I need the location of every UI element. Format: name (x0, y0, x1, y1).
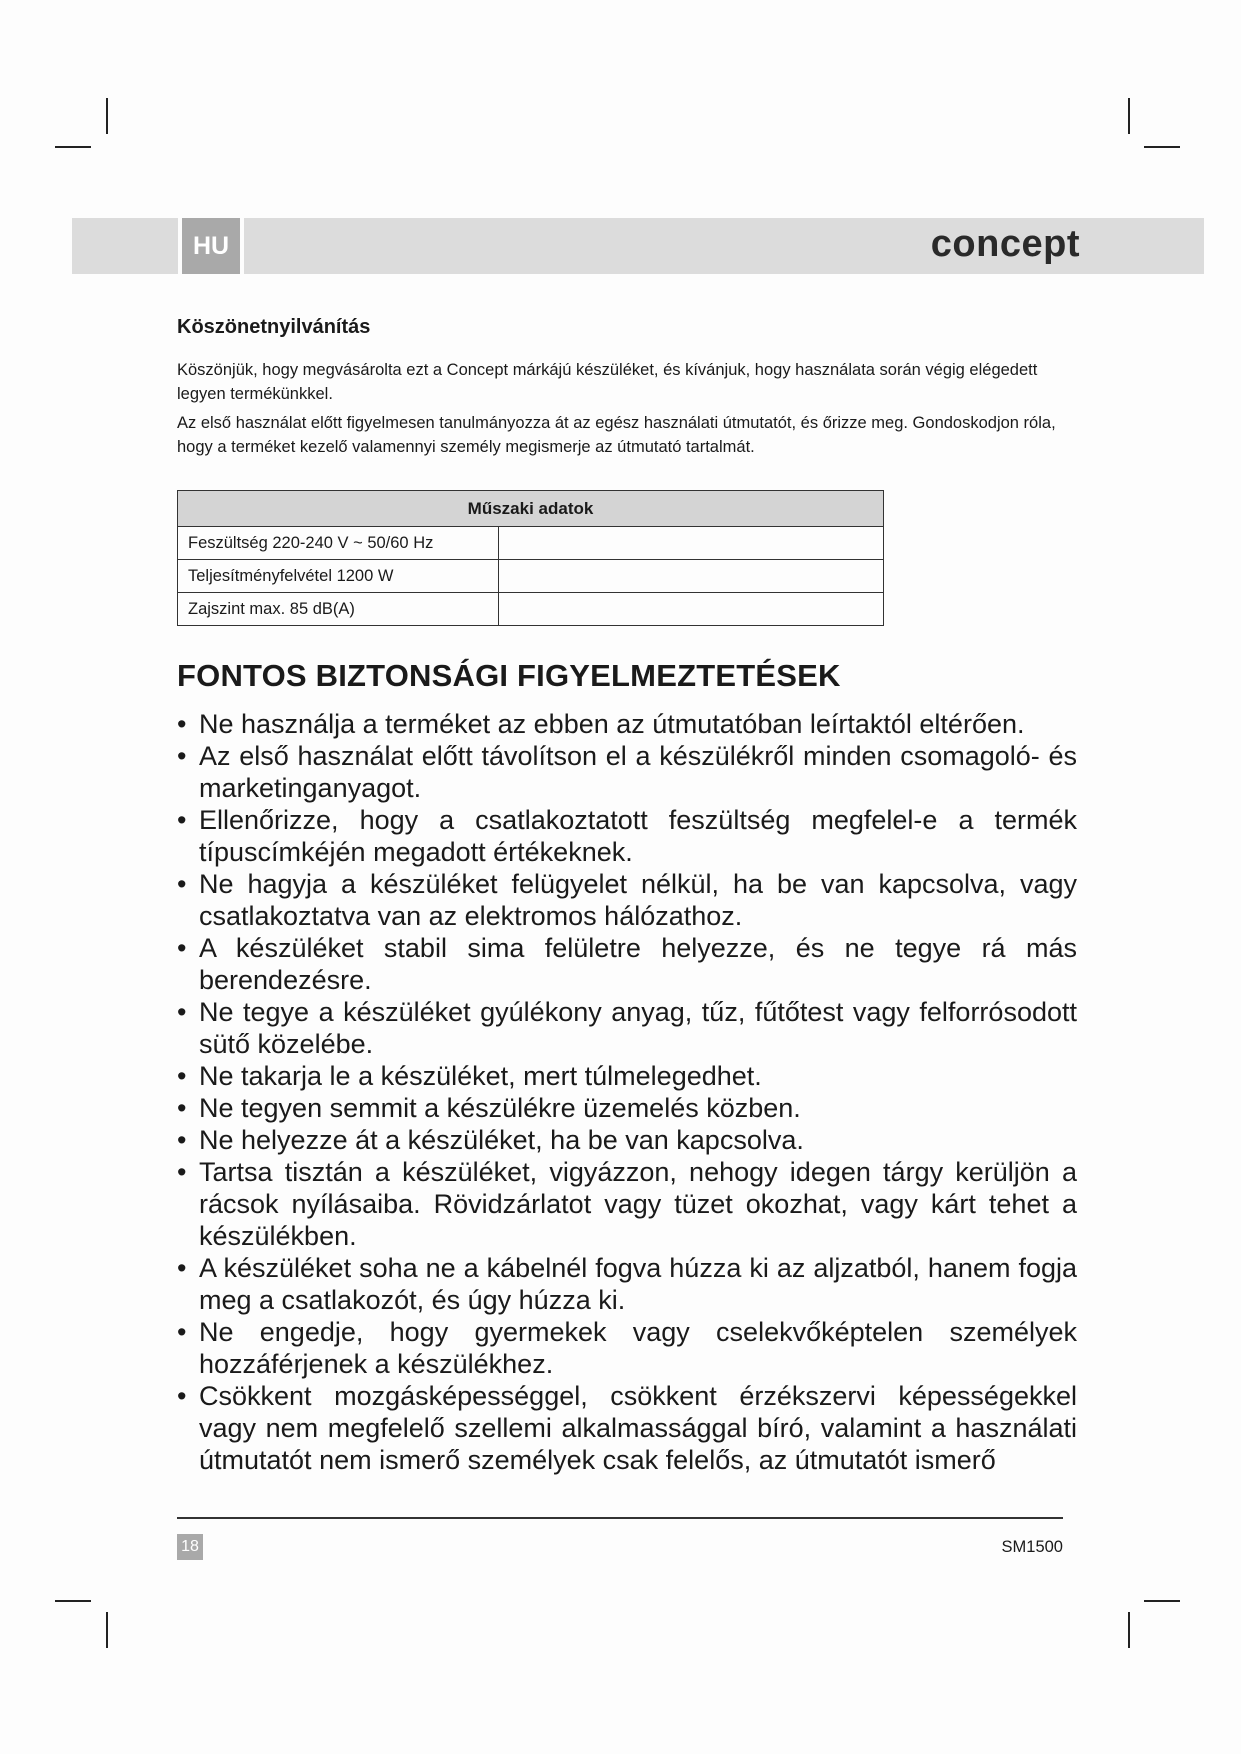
section-title: FONTOS BIZTONSÁGI FIGYELMEZTETÉSEK (177, 658, 841, 693)
list-item: • Ne helyezze át a készüléket, ha be van kapcsolva. (177, 1124, 1077, 1156)
crop-mark (55, 1600, 91, 1602)
intro-paragraph: Köszönjük, hogy megvásárolta ezt a Concept márkájú készüléket, és kívánjuk, hogy használata során végig elégedett legyen termékünkkel. (177, 361, 1038, 403)
list-item: • Ne hagyja a készüléket felügyelet nélkül, ha be van kapcsolva, vagy csatlakoztatva van az elektromos hálózathoz. (177, 868, 1077, 932)
table-row (178, 560, 884, 593)
list-item: • Ne engedje, hogy gyermekek vagy cselekvőképtelen személyek hozzáférjenek a készülékhez. (177, 1316, 1077, 1380)
spec-label: Teljesítményfelvétel 1200 W (178, 560, 499, 593)
spec-value (499, 527, 884, 560)
model-number: SM1500 (1001, 1538, 1063, 1556)
list-item: • Csökkent mozgásképességgel, csökkent érzékszervi képességekkel vagy nem megfelelő szellemi alkalmassággal bíró, valamint a használati útmutatót nem ismerő személyek csak felelős, az útmutatót ismerő (177, 1380, 1077, 1476)
crop-mark (1144, 146, 1180, 148)
list-item: • Tartsa tisztán a készüléket, vigyázzon, nehogy idegen tárgy kerüljön a rácsok nyílásaiba. Rövidzárlatot vagy tüzet okozhat, vagy kárt tehet a készülékben. (177, 1156, 1077, 1252)
spec-label: Zajszint max. 85 dB(A) (178, 593, 499, 626)
footer-divider (177, 1517, 1063, 1519)
intro-paragraph: Az első használat előtt figyelmesen tanulmányozza át az egész használati útmutatót, és őrizze meg. Gondoskodjon róla, hogy a terméket kezelő valamennyi személy megismerje az útmutató tartalmát. (177, 414, 1056, 456)
spec-label: Feszültség 220-240 V ~ 50/60 Hz (178, 527, 499, 560)
table-row (178, 593, 884, 626)
spec-value (499, 560, 884, 593)
crop-mark (106, 98, 108, 134)
list-item: • A készüléket stabil sima felületre helyezze, és ne tegye rá más berendezésre. (177, 932, 1077, 996)
list-item: • Ne tegye a készüléket gyúlékony anyag, tűz, fűtőtest vagy felforrósodott sütő közelébe. (177, 996, 1077, 1060)
list-item: • Ellenőrizze, hogy a csatlakoztatott feszültség megfelel-e a termék típuscímkéjén megadott értékeknek. (177, 804, 1077, 868)
table-row (178, 527, 884, 560)
crop-mark (1144, 1600, 1180, 1602)
intro-title: Köszönetnyilvánítás (177, 316, 371, 338)
spec-table (177, 490, 884, 626)
language-badge: HU (182, 218, 240, 274)
list-item: • A készüléket soha ne a kábelnél fogva húzza ki az aljzatból, hanem fogja meg a csatlakozót, és úgy húzza ki. (177, 1252, 1077, 1316)
list-item: • Ne tegyen semmit a készülékre üzemelés közben. (177, 1092, 1077, 1124)
crop-mark (1128, 98, 1130, 134)
list-item: • Az első használat előtt távolítson el a készülékről minden csomagoló- és marketinganyagot. (177, 740, 1077, 804)
list-item: • Ne takarja le a készüléket, mert túlmelegedhet. (177, 1060, 1077, 1092)
spec-table-title: Műszaki adatok (178, 491, 884, 527)
spec-value (499, 593, 884, 626)
list-item: • Ne használja a terméket az ebben az útmutatóban leírtaktól eltérően. (177, 708, 1077, 740)
page-number: 18 (177, 1534, 203, 1560)
warning-list (177, 708, 1077, 1476)
crop-mark (55, 146, 91, 148)
crop-mark (106, 1612, 108, 1648)
brand-logo: concept (930, 223, 1080, 265)
crop-mark (1128, 1612, 1130, 1648)
